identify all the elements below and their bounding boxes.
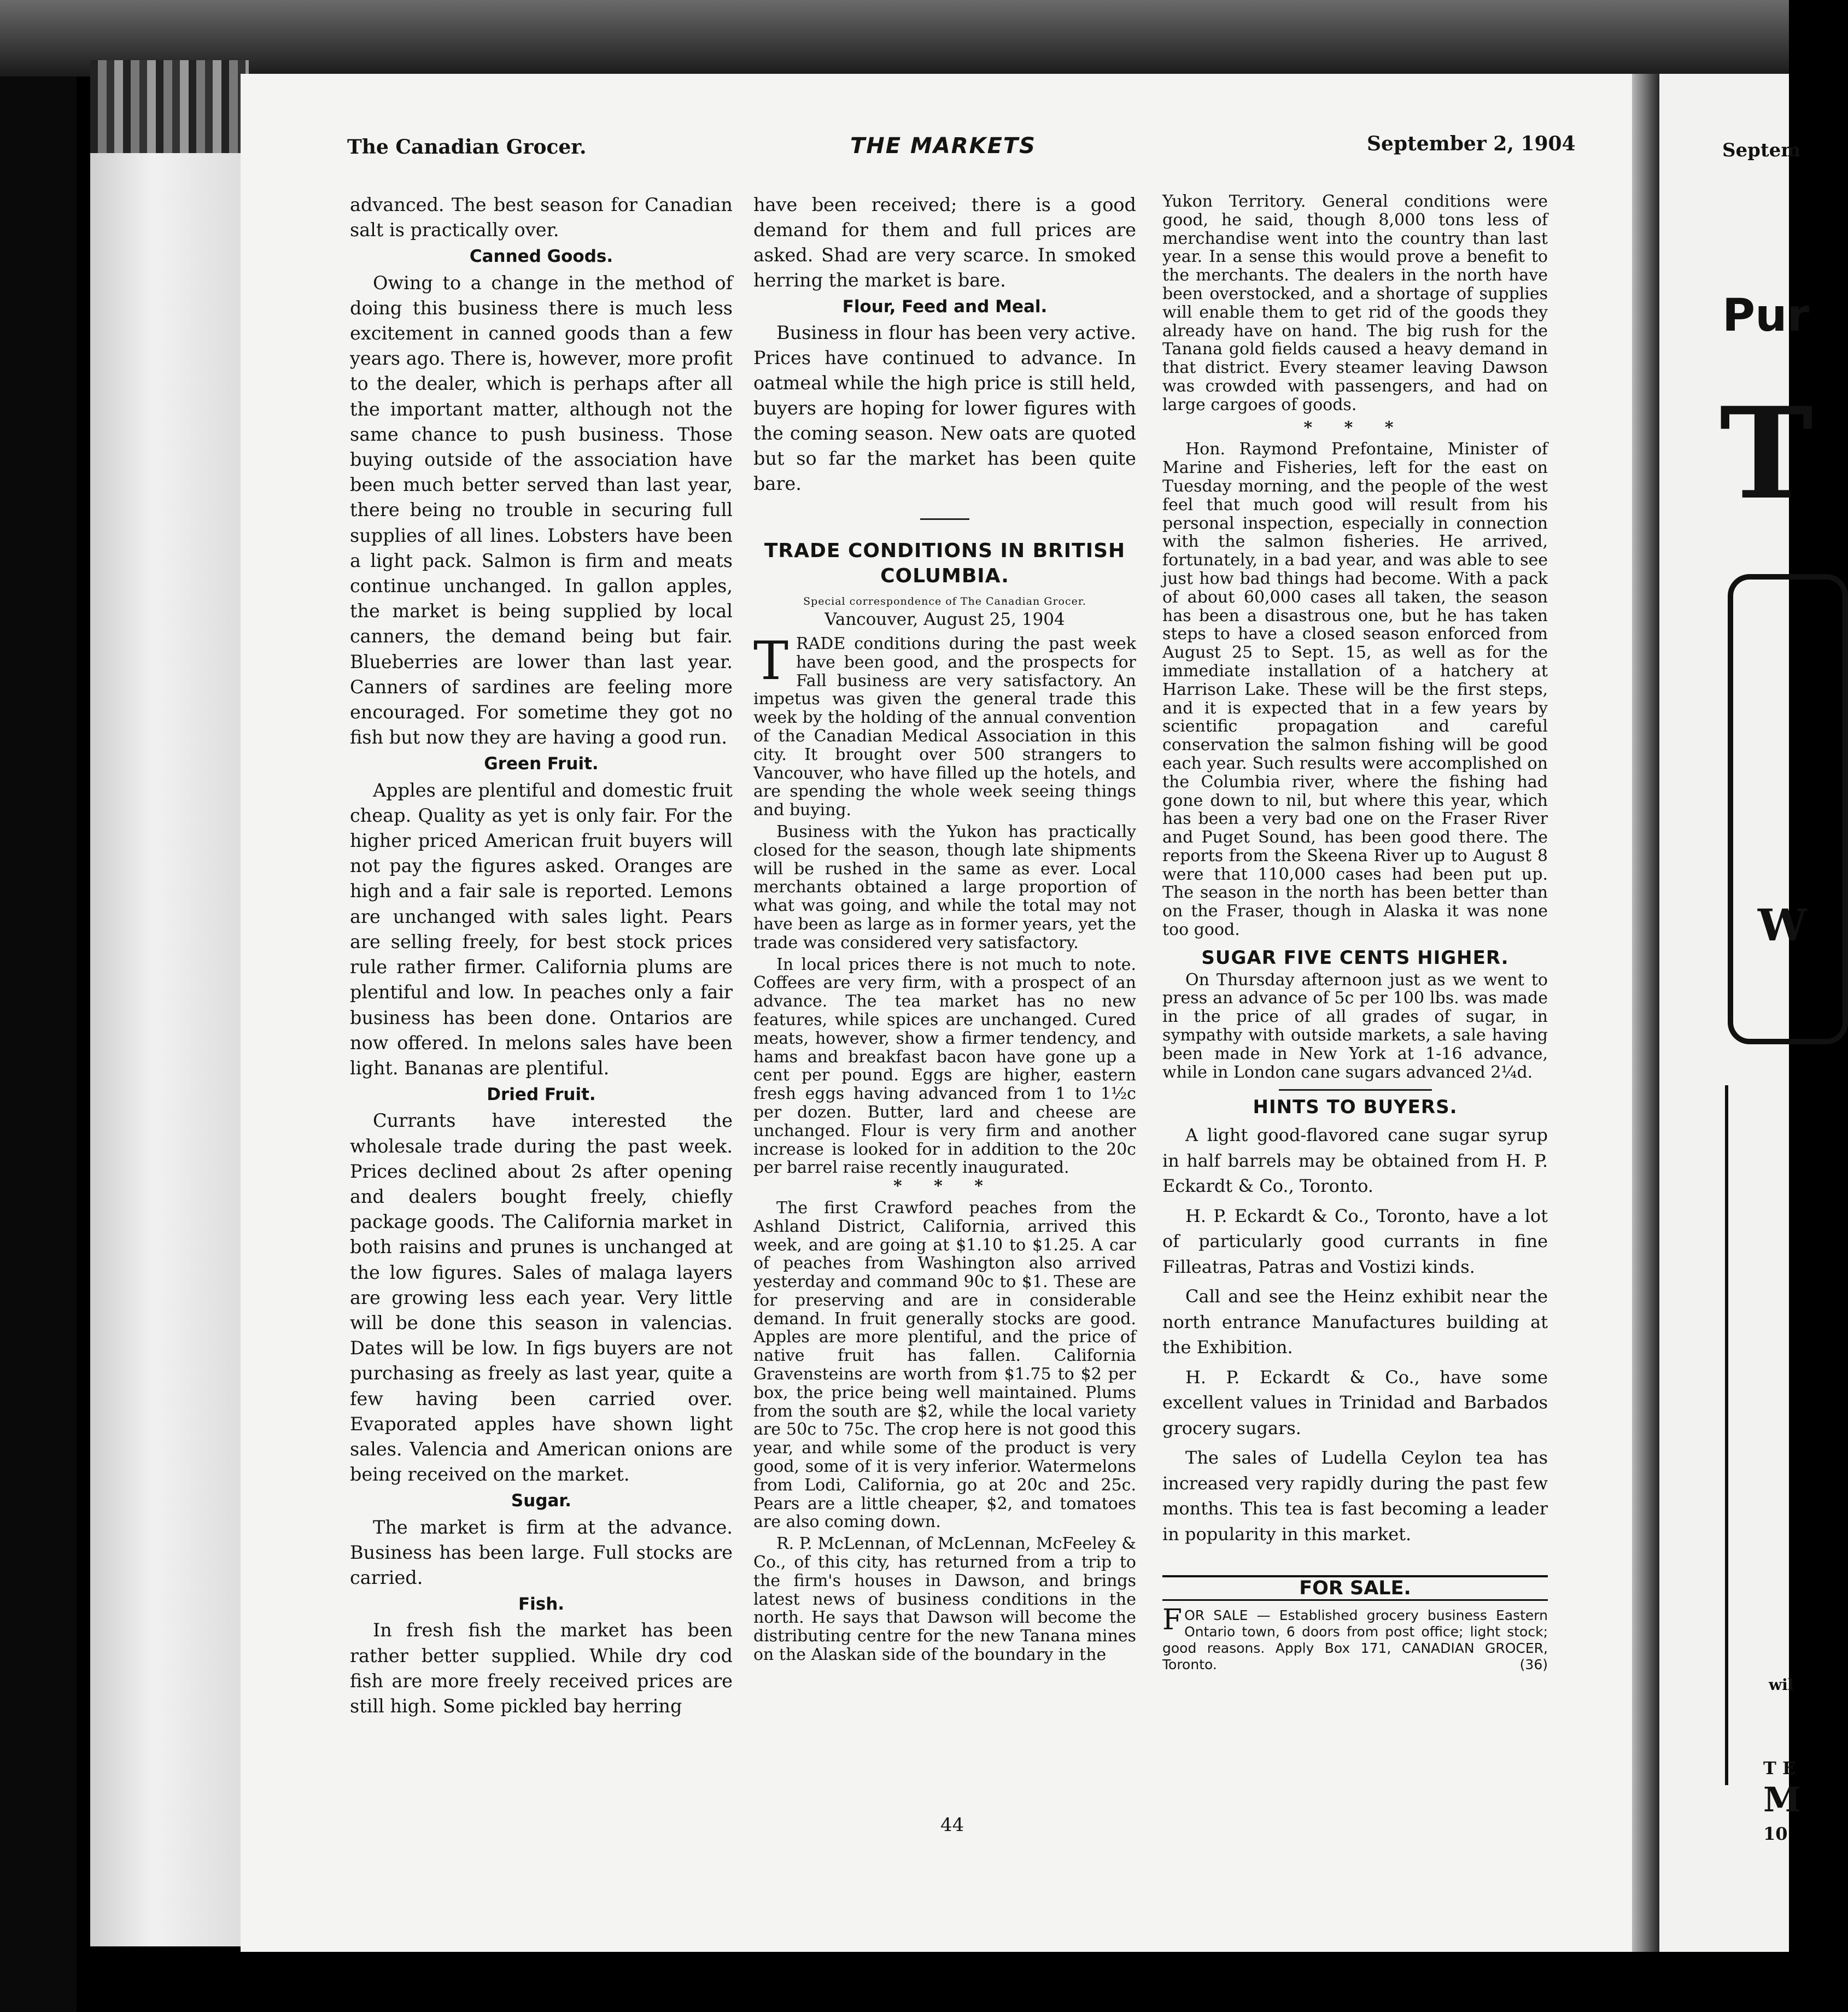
adjacent-ad-te: T E (1763, 1758, 1796, 1779)
sugar-heading: Sugar. (511, 1491, 572, 1511)
column-2 (753, 192, 1136, 1664)
for-sale-ad-text: OR SALE — Established grocery business Eastern Ontario town, 6 doors from post office; light stock; good reasons. Apply Box 171, CANADIAN GROCER, Toronto. (1162, 1607, 1548, 1673)
bc-paragraph-3: In local prices there is not much to note. Coffees are very firm, with a prospect of an advance. The tea market has no new features, while spices are unchanged. Cured meats, however, show a firmer tendency, and hams and breakfast bacon have gone up a cent per pound. Eggs are higher, eastern fresh eggs having advanced from 1 to 1½c per dozen. Butter, lard and cheese are unchanged. Flour is very firm and another increase is looked for in addition to the 20c per barrel raise recently inaugurated. (753, 955, 1136, 1178)
binding-edge (90, 60, 249, 153)
bc-paragraph-1 (753, 630, 1136, 820)
scan-background-top (0, 0, 1789, 77)
sugar-text: The market is firm at the advance. Business has been large. Full stocks are carried. (350, 1516, 733, 1588)
adjacent-ad-box (1728, 574, 1848, 1044)
fish-text: In fresh fish the market has been rather better supplied. While dry cod fish are more freely received prices are still high. Some pickled bay herring (350, 1619, 733, 1717)
section-divider (920, 518, 969, 520)
adjacent-page (1659, 74, 1814, 1952)
hints-list (1162, 1122, 1548, 1547)
bc-paragraph-4: The first Crawford peaches from the Ashland District, California, arrived this week, and are going at $1.10 to $1.25. A car of peaches from Washington also arrived yesterday and command 90c to $1. These are for preserving and are in considerable demand. In fruit generally stocks are good. Apples are more plentiful, and the price of native fruit has fallen. California Gravensteins are worth from $1.75 to $2 per box, the price being well maintained. Plums from the south are $2, while the local variety are 50c to 75c. The crop here is not good this year, and while some of the product is very good, some of it is very inferior. Watermelons from Lodi, California, go at 20c and 25c. Pears are a little cheaper, $2, and tomatoes are also coming down. (753, 1198, 1136, 1532)
fish-heading: Fish. (518, 1594, 565, 1615)
hint-item: H. P. Eckardt & Co., have some excellent values in Trinidad and Barbados grocery sugars. (1162, 1366, 1548, 1438)
adjacent-ad-10: 10 (1763, 1823, 1788, 1844)
dried-fruit-heading: Dried Fruit. (487, 1085, 596, 1105)
yukon-continued-text: Yukon Territory. General conditions were good, he said, though 8,000 tons less of merchandise went into the country than last year. In a sense this would prove a benefit to the merchants. The dealers in the north have been overstocked, and a shortage of supplies will enable them to get rid of the goods they already have on hand. The big rush for the Tanana gold fields caused a heavy demand in that district. Every steamer leaving Dawson was crowded with passengers, and had on large cargoes of goods. (1162, 192, 1548, 414)
bc-paragraph-2: Business with the Yukon has practically closed for the season, though late shipments will be rushed in the same as ever. Local merchants obtained a large proportion of what was going, and while the total may not have been as large as in former years, yet the trade was considered very satisfactory. (753, 822, 1136, 952)
hint-item: A light good-flavored cane sugar syrup in half barrels may be obtained from H. P. Eckardt & Co., Toronto. (1162, 1125, 1548, 1197)
fish-continued-text: have been received; there is a good demand for them and full prices are asked. Shad are very scarce. In smoked herring the market is bare. (753, 194, 1136, 291)
issue-date: September 2, 1904 (1367, 132, 1576, 155)
dried-fruit-text: Currants have interested the wholesale trade during the past week. Prices declined about 2s after opening and dealers bought freely, chiefly package goods. The California market in both raisins and prunes is unchanged at the low figures. Sales of malaga layers are growing less each year. Very little will be done this season in valencias. Dates will be low. In figs buyers are not purchasing as freely as last year, quite a few having been carried over. Evaporated apples have shown light sales. Valencia and American onions are being received on the market. (350, 1110, 733, 1485)
bc-paragraph-1-text: RADE conditions during the past week have been good, and the prospects for Fall business are very satisfactory. An impetus was given the general trade this week by the holding of the annual convention of the Canadian Medical Association in this city. It brought over 500 strangers to Vancouver, who have filled up the hotels, and are spending the whole week seeing things and buying. (753, 634, 1136, 820)
sugar-higher-heading: SUGAR FIVE CENTS HIGHER. (1201, 946, 1509, 969)
adjacent-ad-pur: Pur (1722, 290, 1809, 342)
hint-item: H. P. Eckardt & Co., Toronto, have a lot of particularly good currants in fine Filleatras, Patras and Vostizi kinds. (1162, 1205, 1548, 1277)
canned-goods-text: Owing to a change in the method of doing this business there is much less excitement in canned goods than a few years ago. There is, however, more profit to the dealer, which is perhaps after all the important matter, although not the same chance to push business. Those buying outside of the association have been much better served than last year, there being no trouble in securing full supplies of all lines. Lobsters have been a light pack. Salmon is firm and meats continue unchanged. In gallon apples, the market is being supplied by local canners, the demand being but fair. Blueberries are lower than last year. Canners of sardines are feeling more encouraged. For sometime they got no fish but now they are having a good run. (350, 272, 733, 748)
adjacent-ad-big-t: T (1720, 380, 1814, 528)
page-gutter (1632, 74, 1659, 1952)
adjacent-header: Septem (1722, 139, 1801, 161)
hint-item: Call and see the Heinz exhibit near the north entrance Manufactures building at the Exhibition. (1162, 1286, 1548, 1358)
green-fruit-text: Apples are plentiful and domestic fruit cheap. Quality as yet is only fair. For the higher priced American fruit buyers will not pay the figures asked. Oranges are high and a fair sale is reported. Lemons are unchanged with sales light. Pears are selling freely, for best stock prices rule rather firmer. California plums are plentiful and low. In peaches only a fair business has been done. Ontarios are now offered. In melons sales have been light. Bananas are plentiful. (350, 779, 733, 1079)
flour-heading: Flour, Feed and Meal. (842, 297, 1048, 317)
adjacent-ad-wil: wil (1769, 1676, 1794, 1694)
for-sale-ad (1162, 1604, 1548, 1673)
section-title: THE MARKETS (850, 133, 1036, 159)
adjacent-ad-w: W (1758, 899, 1807, 951)
scan-background-left (0, 77, 77, 2012)
book-binding (90, 77, 249, 1946)
hints-divider (1279, 1089, 1432, 1091)
canned-goods-heading: Canned Goods. (469, 247, 613, 267)
drop-cap: T (753, 630, 789, 692)
prefontaine-paragraph: Hon. Raymond Prefontaine, Minister of Marine and Fisheries, left for the east on Tuesday morning, and the people of the west feel that much good will result from his personal inspection, especially in connection with the salmon fisheries. He arrived, fortunately, in a bad year, and was able to see just how bad things had become. With a pack of about 60,000 cases all taken, the season has been a disastrous one, but he has taken steps to have a closed season enforced from August 25 to Sept. 15, as well as for the immediate installation of a hatchery at Harrison Lake. These will be the first steps, and it is expected that in a few years by scientific propagation and careful conservation the salmon fishing will be good each year. Such results were accomplished on the Columbia river, where the fishing had gone down to nil, but where this year, which has been a very bad one on the Fraser River and Puget Sound, has been good there. The reports from the Skeena River up to August 8 were that 110,000 cases had been put up. The season in the north has been better than on the Fraser, though in Alaska it was none too good. (1162, 440, 1548, 940)
flour-text: Business in flour has been very active. Prices have continued to advance. In oatmeal while the high price is still held, buyers are hoping for lower figures with the coming season. New oats are quoted but so far the market has been quite bare. (753, 322, 1136, 494)
bc-special-correspondence: Special correspondence of The Canadian Grocer. (803, 595, 1086, 607)
for-sale-bottom-rule (1162, 1599, 1548, 1601)
adjacent-ad-m: M (1763, 1780, 1801, 1820)
section-stars: * * * (893, 1177, 996, 1196)
column-1 (350, 192, 733, 1719)
bc-article-heading: TRADE CONDITIONS IN BRITISH COLUMBIA. (764, 540, 1126, 587)
hints-heading: HINTS TO BUYERS. (1253, 1096, 1458, 1119)
ad-code: (36) (1519, 1657, 1548, 1673)
green-fruit-heading: Green Fruit. (484, 754, 599, 774)
hint-item: The sales of Ludella Ceylon tea has increased very rapidly during the past few months. This tea is fast becoming a leader in popularity in this market. (1162, 1447, 1548, 1545)
for-sale-drop-cap: F (1162, 1604, 1183, 1637)
column-3 (1162, 192, 1548, 1673)
bc-dateline: Vancouver, August 25, 1904 (824, 610, 1065, 629)
sugar-higher-text: On Thursday afternoon just as we went to press an advance of 5c per 100 lbs. was made in the price of all grades of sugar, in sympathy with outside markets, a sale having been made in New York at 1-16 advance, while in London cane sugars advanced 2¼d. (1162, 970, 1548, 1082)
bc-paragraph-5: R. P. McLennan, of McLennan, McFeeley & Co., of this city, has returned from a trip to the firm's houses in Dawson, and brings latest news of business conditions in the north. He says that Dawson will become the distributing centre for the new Tanana mines on the Alaskan side of the boundary in the (753, 1534, 1136, 1665)
for-sale-heading: FOR SALE. (1299, 1577, 1411, 1600)
section-stars-2: * * * (1303, 418, 1407, 437)
salt-paragraph: advanced. The best season for Canadian salt is practically over. (350, 194, 733, 241)
publication-title: The Canadian Grocer. (347, 136, 587, 159)
page-number: 44 (940, 1814, 964, 1836)
